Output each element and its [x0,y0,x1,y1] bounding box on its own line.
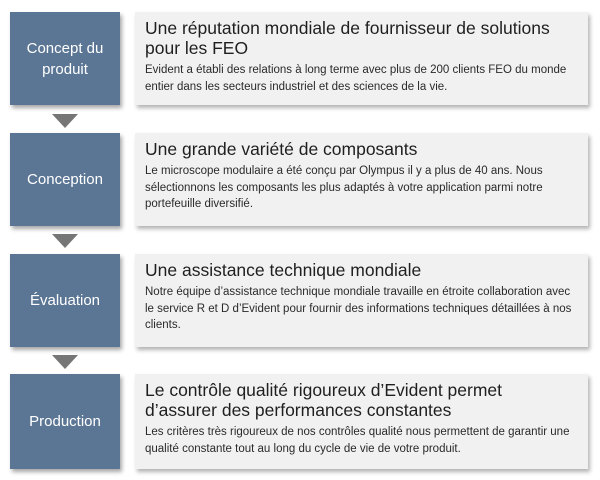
step-description: Les critères très rigoureux de nos contrôles qualité nous permettent de garantir une qualité constante tout au long du cycle de vie de votre produit. [145,426,570,455]
stage-label: Conception [27,171,103,188]
stage-box-concept [10,12,120,105]
stage-box-conception [10,133,120,226]
step-description: Notre équipe d’assistance technique mondiale travaille en étroite collaboration avec le service R et D d’Evident pour fournir des informations techniques détaillées à nos clients. [145,286,572,331]
stage-label: Concept du produit [26,39,104,78]
step-card-concept [135,12,588,105]
stage-label: Production [29,413,101,430]
step-card-evaluation [135,254,588,347]
step-title: Une grande variété de composants [145,139,418,159]
step-card-production [135,374,588,469]
step-description: Evident a établi des relations à long terme avec plus de 200 clients FEO du monde entier dans les secteurs industriel et des sciences de la vie. [145,64,567,93]
step-description: Le microscope modulaire a été conçu par Olympus il y a plus de 40 ans. Nous sélectionnons les composants les plus adaptés à votre application parmi notre portefeuille diversifié. [145,165,543,210]
step-title: Le contrôle qualité rigoureux d’Evident permet d’assurer des performances constantes [145,380,503,420]
stage-label: Évaluation [29,292,101,309]
step-card-conception [135,133,588,226]
step-title: Une réputation mondiale de fournisseur de solutions pour les FEO [145,18,550,58]
down-arrow-icon [52,114,78,128]
stage-box-production [10,374,120,469]
step-title: Une assistance technique mondiale [145,260,422,280]
down-arrow-icon [52,234,78,248]
down-arrow-icon [52,355,78,369]
stage-box-evaluation [10,254,120,347]
